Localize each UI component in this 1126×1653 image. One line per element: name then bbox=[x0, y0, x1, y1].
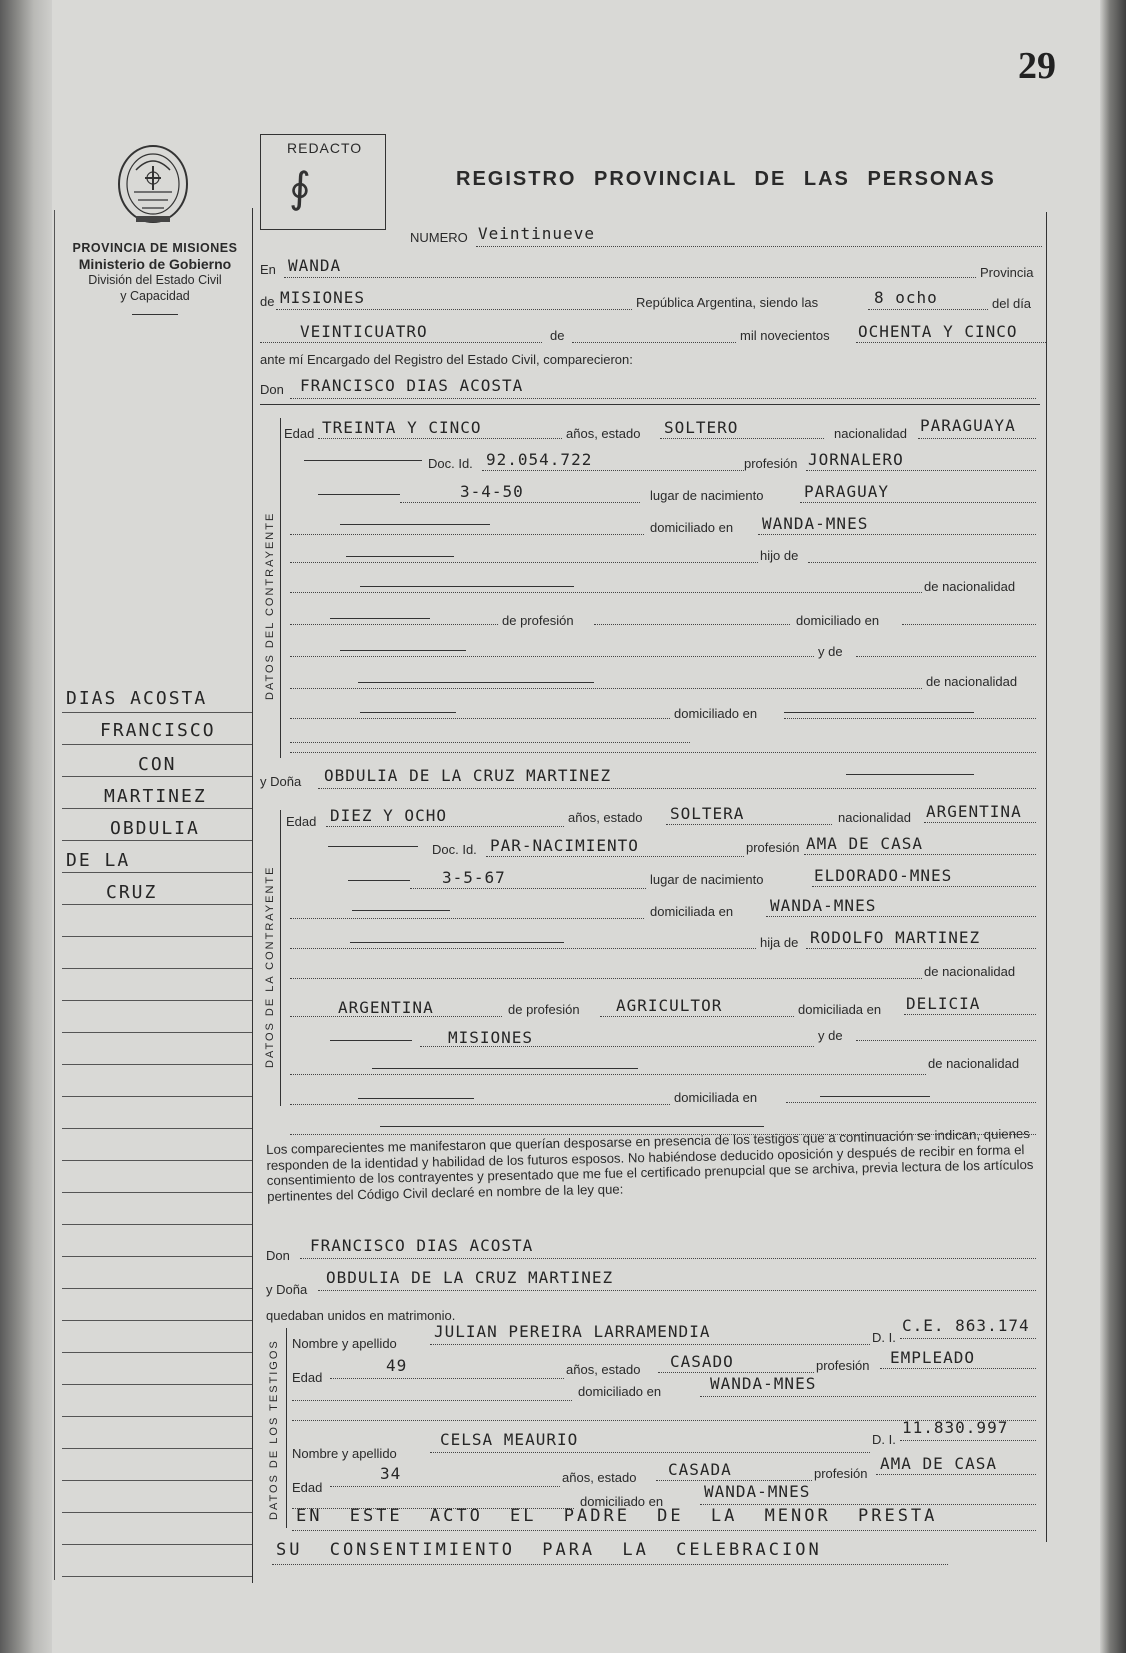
t1-nombre-line bbox=[430, 1344, 870, 1345]
c1-lugar-label: lugar de nacimiento bbox=[650, 488, 764, 503]
numero-value: Veintinueve bbox=[478, 224, 595, 243]
c1-de-profesion-label: de profesión bbox=[502, 613, 574, 628]
margin-rule bbox=[62, 776, 252, 777]
c2-profesion-label: profesión bbox=[746, 840, 800, 855]
c2-end-rule bbox=[380, 1126, 764, 1127]
margin-rule bbox=[62, 1480, 252, 1481]
c2-anios-label: años, estado bbox=[568, 810, 643, 825]
margin-rule bbox=[62, 1544, 252, 1545]
c1-dash-10 bbox=[784, 712, 974, 713]
t1-nombre-value: JULIAN PEREIRA LARRAMENDIA bbox=[434, 1322, 711, 1341]
t1-di-value: C.E. 863.174 bbox=[902, 1316, 1030, 1335]
c2-lugar-value: ELDORADO-MNES bbox=[814, 866, 953, 885]
c2-padre-domicilio2-value: MISIONES bbox=[448, 1028, 534, 1047]
decl-dona-label: y Doña bbox=[266, 1282, 308, 1297]
margin-rule bbox=[62, 808, 252, 809]
c1-end-line-2 bbox=[290, 752, 1036, 753]
c1-y-de-pre-line bbox=[290, 656, 814, 657]
c1-dash-4 bbox=[346, 556, 454, 557]
book-binding bbox=[0, 0, 52, 1653]
t2-di-value: 11.830.997 bbox=[902, 1418, 1009, 1437]
c2-dash-5 bbox=[330, 1040, 412, 1041]
c1-prof-pre-line bbox=[290, 624, 498, 625]
t1-estado-line bbox=[658, 1372, 814, 1373]
margin-rule bbox=[62, 1128, 252, 1129]
left-header bbox=[60, 240, 250, 315]
hora-value: 8 ocho bbox=[874, 288, 938, 307]
c2-hija-pre-line bbox=[290, 948, 756, 949]
c1-fecha-line bbox=[400, 502, 640, 503]
c1-domiciliado2-label: domiciliado en bbox=[796, 613, 880, 628]
t1-profesion-line bbox=[880, 1368, 1036, 1369]
c2-de-nacionalidad2-label: de nacionalidad bbox=[928, 1056, 1020, 1071]
c2-domiciliada3-label: domiciliada en bbox=[674, 1090, 758, 1105]
c1-fecha-value: 3-4-50 bbox=[460, 482, 524, 501]
c2-de-profesion-label: de profesión bbox=[508, 1002, 580, 1017]
c2-domiciliada2-label: domiciliada en bbox=[798, 1002, 882, 1017]
redacto-initials: ∮ bbox=[289, 163, 311, 212]
c2-doc-line bbox=[486, 856, 744, 857]
frame-line-right bbox=[1046, 212, 1047, 1542]
c1-dash-7 bbox=[340, 650, 466, 651]
margin-note: CRUZ bbox=[106, 882, 158, 903]
c1-domiciliado2-line bbox=[902, 624, 1036, 625]
dona-label: y Doña bbox=[260, 774, 302, 789]
c1-dash-2 bbox=[318, 494, 400, 495]
c1-domiciliado-label: domiciliado en bbox=[650, 520, 734, 535]
province-label: PROVINCIA DE MISIONES bbox=[72, 241, 238, 255]
margin-rule bbox=[62, 712, 252, 713]
t2-domiciliado-label: domiciliado en bbox=[580, 1494, 664, 1509]
c1-estado-line bbox=[660, 438, 824, 439]
c2-dom3-pre-line bbox=[290, 1104, 670, 1105]
margin-rule bbox=[62, 1032, 252, 1033]
datos-contrayente-label: DATOS DEL CONTRAYENTE bbox=[264, 511, 276, 700]
c1-domiciliado-value: WANDA-MNES bbox=[762, 514, 869, 533]
c2-dash bbox=[328, 846, 418, 847]
quedaban-label: quedaban unidos en matrimonio. bbox=[266, 1308, 456, 1323]
numero-label: NUMERO bbox=[410, 230, 468, 245]
de2-label: de bbox=[550, 328, 565, 343]
nota-line-1 bbox=[292, 1530, 1036, 1531]
margin-rule bbox=[62, 1160, 252, 1161]
c2-edad-value: DIEZ Y OCHO bbox=[330, 806, 447, 825]
c2-hija-label: hija de bbox=[760, 935, 799, 950]
datos-contrayente2-label: DATOS DE LA CONTRAYENTE bbox=[264, 865, 276, 1068]
t1-edad-label: Edad bbox=[292, 1370, 323, 1385]
c1-end-line bbox=[290, 742, 690, 743]
page-title: REGISTRO PROVINCIAL DE LAS PERSONAS bbox=[456, 168, 996, 190]
c2-profesion-value: AMA DE CASA bbox=[806, 834, 923, 853]
de-label: de bbox=[260, 294, 275, 309]
t1-domicilio-line bbox=[700, 1396, 1036, 1397]
numero-line bbox=[476, 246, 1042, 247]
t1-nombre-label: Nombre y apellido bbox=[292, 1336, 397, 1351]
c1-y-de-line bbox=[856, 656, 1036, 657]
c1-profesion-label: profesión bbox=[744, 456, 798, 471]
c2-y-de-line bbox=[856, 1040, 1036, 1041]
section-rule-1 bbox=[260, 404, 1040, 405]
don-line bbox=[290, 398, 1036, 399]
c2-padre-domicilio-value: DELICIA bbox=[906, 994, 981, 1013]
t2-nombre-line bbox=[430, 1452, 870, 1453]
margin-rule bbox=[62, 1384, 252, 1385]
margin-rule bbox=[62, 936, 252, 937]
c1-doc-value: 92.054.722 bbox=[486, 450, 593, 469]
c1-edad-value: TREINTA Y CINCO bbox=[322, 418, 482, 437]
c2-domiciliada-line bbox=[766, 916, 1036, 917]
margin-note: DIAS ACOSTA bbox=[66, 688, 208, 709]
c2-padre-profesion-line bbox=[600, 1016, 794, 1017]
t1-edad-value: 49 bbox=[386, 1356, 408, 1375]
c2-dom-pre-line bbox=[290, 918, 644, 919]
c2-padre-line bbox=[806, 948, 1036, 949]
t1-profesion-value: EMPLEADO bbox=[890, 1348, 976, 1367]
t2-domicilio-value: WANDA-MNES bbox=[704, 1482, 811, 1501]
t1-domiciliado-label: domiciliado en bbox=[578, 1384, 662, 1399]
c2-padre-profesion-value: AGRICULTOR bbox=[616, 996, 723, 1015]
margin-rule bbox=[62, 1064, 252, 1065]
t1-estado-value: CASADO bbox=[670, 1352, 734, 1371]
c1-dash bbox=[304, 460, 422, 461]
c1-y-de-label: y de bbox=[818, 644, 843, 659]
c1-de-profesion-line bbox=[594, 624, 790, 625]
page-number: 29 bbox=[1018, 45, 1056, 87]
c1-nacionalidad-label: nacionalidad bbox=[834, 426, 908, 441]
c1-lugar-value: PARAGUAY bbox=[804, 482, 890, 501]
de-line bbox=[276, 309, 632, 310]
de-value: MISIONES bbox=[280, 288, 366, 307]
nota-line-2 bbox=[272, 1564, 948, 1565]
c2-y-de-pre-line bbox=[420, 1046, 814, 1047]
en-value: WANDA bbox=[288, 256, 342, 275]
c2-nacionalidad-line bbox=[924, 822, 1036, 823]
t1-dom-pre-line bbox=[292, 1400, 572, 1401]
c1-de-nacionalidad-label: de nacionalidad bbox=[924, 579, 1016, 594]
c1-nacionalidad-value: PARAGUAYA bbox=[920, 416, 1016, 435]
c2-nac2-line bbox=[290, 1074, 926, 1075]
margin-rule bbox=[62, 968, 252, 969]
c1-dash-8 bbox=[358, 682, 594, 683]
margin-rule bbox=[62, 1256, 252, 1257]
c1-domiciliado3-line bbox=[784, 718, 1036, 719]
division-label: División del Estado Civil bbox=[88, 273, 222, 287]
t1-domicilio-value: WANDA-MNES bbox=[710, 1374, 817, 1393]
ante-label: ante mí Encargado del Registro del Estado Civil, comparecieron: bbox=[260, 352, 633, 367]
margin-rule bbox=[62, 1512, 252, 1513]
c2-nacionalidad-label: nacionalidad bbox=[838, 810, 912, 825]
c1-dom-pre-line bbox=[290, 534, 644, 535]
t2-anios-label: años, estado bbox=[562, 1470, 637, 1485]
t1-di-line bbox=[900, 1338, 1036, 1339]
c2-domiciliada-label: domiciliada en bbox=[650, 904, 734, 919]
t2-profesion-label: profesión bbox=[814, 1466, 868, 1481]
t2-domicilio-line bbox=[700, 1504, 1036, 1505]
c2-dash-7 bbox=[358, 1098, 474, 1099]
frame-line-left bbox=[252, 208, 253, 1583]
dona-value: OBDULIA DE LA CRUZ MARTINEZ bbox=[324, 766, 612, 785]
dia-line bbox=[260, 342, 542, 343]
c2-fecha-value: 3-5-67 bbox=[442, 868, 506, 887]
c1-domiciliado-line bbox=[758, 534, 1036, 535]
t1-edad-line bbox=[330, 1378, 564, 1379]
margin-note: OBDULIA bbox=[110, 818, 200, 839]
c2-estado-line bbox=[666, 824, 832, 825]
republica-label: República Argentina, siendo las bbox=[636, 295, 819, 310]
margin-rule bbox=[62, 1320, 252, 1321]
c2-padre-domicilio-line bbox=[904, 1014, 1036, 1015]
mes-line bbox=[572, 342, 736, 343]
provincia-label: Provincia bbox=[980, 265, 1034, 280]
margin-rule bbox=[62, 1416, 252, 1417]
t2-edad-label: Edad bbox=[292, 1480, 323, 1495]
c2-padre-nac-line bbox=[290, 1016, 502, 1017]
contrayente2-bracket bbox=[280, 810, 281, 1106]
header-rule bbox=[132, 314, 178, 315]
don-value: FRANCISCO DIAS ACOSTA bbox=[300, 376, 524, 395]
c2-doc-value: PAR-NACIMIENTO bbox=[490, 836, 639, 855]
decl-don-value: FRANCISCO DIAS ACOSTA bbox=[310, 1236, 534, 1255]
c2-doc-label: Doc. Id. bbox=[432, 842, 477, 857]
margin-note: FRANCISCO bbox=[100, 720, 216, 741]
t2-estado-value: CASADA bbox=[668, 1460, 732, 1479]
margin-note: MARTINEZ bbox=[104, 786, 207, 807]
mil-novecientos-label: mil novecientos bbox=[740, 328, 830, 343]
testigos-bracket bbox=[286, 1328, 287, 1528]
margin-rule bbox=[62, 1576, 252, 1577]
c1-nac2-line bbox=[290, 688, 922, 689]
decl-dona-line bbox=[318, 1290, 1036, 1291]
c1-dash-5 bbox=[360, 586, 574, 587]
anio-value: OCHENTA Y CINCO bbox=[858, 322, 1018, 341]
c1-profesion-line bbox=[806, 470, 1036, 471]
don-label: Don bbox=[260, 382, 284, 397]
c2-de-nacionalidad-label: de nacionalidad bbox=[924, 964, 1016, 979]
margin-rule bbox=[62, 1352, 252, 1353]
c1-hijo-pre-line bbox=[290, 562, 758, 563]
margin-note: CON bbox=[138, 754, 177, 775]
c2-dash-2 bbox=[348, 880, 410, 881]
c2-lugar-line bbox=[812, 886, 1036, 887]
page-edge bbox=[1100, 0, 1126, 1653]
c2-nac-line bbox=[290, 978, 922, 979]
c2-nacionalidad-value: ARGENTINA bbox=[926, 802, 1022, 821]
c1-edad-label: Edad bbox=[284, 426, 315, 441]
t2-di-line bbox=[900, 1440, 1036, 1441]
margin-note: DE LA bbox=[66, 850, 131, 871]
t1-anios-label: años, estado bbox=[566, 1362, 641, 1377]
c2-dash-6 bbox=[372, 1068, 638, 1069]
ministry-label: Ministerio de Gobierno bbox=[78, 256, 232, 272]
margin-rule bbox=[62, 1192, 252, 1193]
redacto-box bbox=[260, 134, 386, 230]
datos-testigos-label: DATOS DE LOS TESTIGOS bbox=[268, 1339, 280, 1520]
t2-di-label: D. I. bbox=[872, 1432, 896, 1447]
contrayente-bracket bbox=[280, 418, 281, 758]
t1-profesion-label: profesión bbox=[816, 1358, 870, 1373]
dia-value: VEINTICUATRO bbox=[300, 322, 428, 341]
margin-rule bbox=[62, 1224, 252, 1225]
c2-estado-value: SOLTERA bbox=[670, 804, 745, 823]
t2-profesion-value: AMA DE CASA bbox=[880, 1454, 997, 1473]
margin-column-line bbox=[54, 210, 55, 1580]
t2-edad-line bbox=[330, 1486, 560, 1487]
c1-anios-label: años, estado bbox=[566, 426, 641, 441]
c1-estado-value: SOLTERO bbox=[664, 418, 739, 437]
c1-lugar-line bbox=[800, 502, 1036, 503]
provincial-seal-icon bbox=[114, 140, 192, 226]
c1-profesion-value: JORNALERO bbox=[808, 450, 904, 469]
c1-hijo-line bbox=[808, 562, 1036, 563]
c2-fecha-line bbox=[410, 888, 646, 889]
t2-nombre-value: CELSA MEAURIO bbox=[440, 1430, 579, 1449]
nota-linea-2: SU CONSENTIMIENTO PARA LA CELEBRACION bbox=[276, 1540, 822, 1560]
hora-line bbox=[868, 309, 988, 310]
c1-nac-line bbox=[290, 592, 922, 593]
anio-line bbox=[856, 342, 1046, 343]
t2-profesion-line bbox=[876, 1474, 1036, 1475]
del-dia-label: del día bbox=[992, 296, 1032, 311]
c1-dash-6 bbox=[330, 618, 430, 619]
c1-hijo-label: hijo de bbox=[760, 548, 799, 563]
dona-dash bbox=[846, 774, 974, 775]
c2-domiciliada-value: WANDA-MNES bbox=[770, 896, 877, 915]
c1-dash-3 bbox=[340, 524, 490, 525]
c2-domiciliada3-line bbox=[786, 1102, 1036, 1103]
margin-rule bbox=[62, 1096, 252, 1097]
c2-dash-8 bbox=[820, 1096, 930, 1097]
c2-edad-label: Edad bbox=[286, 814, 317, 829]
c2-dash-3 bbox=[352, 910, 450, 911]
margin-rule bbox=[62, 904, 252, 905]
t1-di-label: D. I. bbox=[872, 1330, 896, 1345]
capacidad-label: y Capacidad bbox=[120, 289, 190, 303]
c1-dash-9 bbox=[360, 712, 456, 713]
c2-y-de-label: y de bbox=[818, 1028, 843, 1043]
margin-rule bbox=[62, 1448, 252, 1449]
nota-linea-1: EN ESTE ACTO EL PADRE DE LA MENOR PRESTA bbox=[296, 1506, 938, 1526]
decl-don-label: Don bbox=[266, 1248, 290, 1263]
c2-dash-4 bbox=[350, 942, 564, 943]
en-line bbox=[284, 277, 976, 278]
c1-nacionalidad-line bbox=[918, 438, 1036, 439]
t2-nombre-label: Nombre y apellido bbox=[292, 1446, 397, 1461]
t2-estado-line bbox=[656, 1480, 812, 1481]
redacto-label: REDACTO bbox=[287, 140, 363, 156]
dona-line bbox=[318, 788, 1036, 789]
c1-doc-line bbox=[482, 470, 744, 471]
margin-rule bbox=[62, 1288, 252, 1289]
margin-rule bbox=[62, 744, 252, 745]
c2-profesion-line bbox=[804, 854, 1036, 855]
decl-dona-value: OBDULIA DE LA CRUZ MARTINEZ bbox=[326, 1268, 614, 1287]
margin-rule bbox=[62, 840, 252, 841]
decl-don-line bbox=[300, 1258, 1036, 1259]
c1-dom3-pre-line bbox=[290, 718, 670, 719]
c1-domiciliado3-label: domiciliado en bbox=[674, 706, 758, 721]
en-label: En bbox=[260, 262, 276, 277]
margin-rule bbox=[62, 872, 252, 873]
c2-edad-line bbox=[326, 826, 564, 827]
c1-doc-label: Doc. Id. bbox=[428, 456, 473, 471]
declaracion-text: Los comparecientes me manifestaron que querían desposarse en presencia de los testigos que a continuación se indican, quienes responden de la identidad y habilidad de los futuros esposos. No habiéndose deducido oposición y después de recibir en forma el consentimiento de los contrayentes y presentado que me fue el certificado prenupcial que se archiva, previa lectura de los artículos pertinentes del Código Civil declaré en nombre de la ley que: bbox=[266, 1126, 1034, 1204]
c1-edad-line bbox=[318, 438, 562, 439]
margin-rule bbox=[62, 1000, 252, 1001]
c2-padre-value: RODOLFO MARTINEZ bbox=[810, 928, 981, 947]
c2-padre-nacionalidad-value: ARGENTINA bbox=[338, 998, 434, 1017]
c2-lugar-label: lugar de nacimiento bbox=[650, 872, 764, 887]
c1-de-nacionalidad2-label: de nacionalidad bbox=[926, 674, 1018, 689]
t2-edad-value: 34 bbox=[380, 1464, 402, 1483]
